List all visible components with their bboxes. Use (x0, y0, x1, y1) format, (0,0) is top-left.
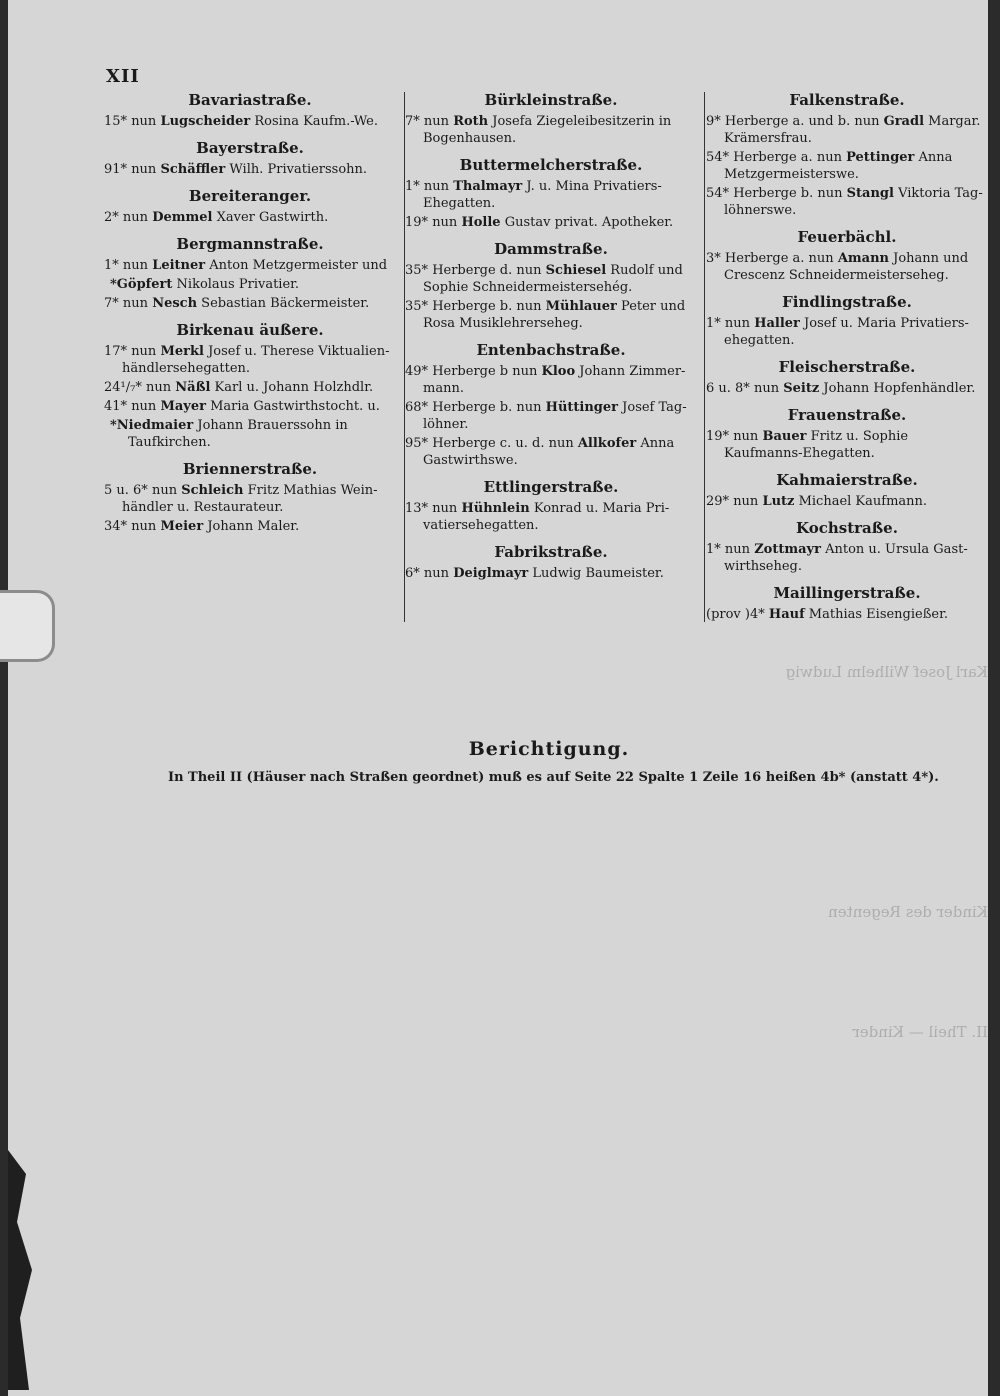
owner-details: Johann Hopfenhändler. (823, 381, 976, 396)
entry-prefix: Herberge b nun (432, 364, 538, 379)
house-number: 54* (706, 150, 730, 165)
address-entry (405, 565, 697, 582)
owner-details: Xaver Gastwirth. (216, 210, 329, 225)
owner-details: Johann Zimmer-mann. (423, 364, 686, 396)
column-3 (706, 92, 988, 625)
house-number: 1* (706, 316, 721, 331)
address-entry (706, 250, 988, 284)
street-heading: Bürkleinstraße. (484, 91, 618, 109)
entry-prefix: nun (131, 399, 157, 414)
owner-details: Anton Metzgermeister und (209, 258, 388, 273)
owner-name: *Göpfert (110, 277, 173, 292)
owner-details: Nikolaus Privatier. (176, 277, 300, 292)
owner-details: Mathias Eisengießer. (808, 607, 949, 622)
owner-details: Ludwig Baumeister. (532, 566, 664, 581)
owner-details: Wilh. Privatierssohn. (229, 162, 368, 177)
owner-name: Mayer (160, 399, 206, 414)
owner-details: Josef u. Therese Viktualien-händlersehegatten. (122, 344, 390, 376)
house-number: 91* (104, 162, 128, 177)
owner-name: Schäffler (160, 162, 226, 177)
entry-prefix: nun (122, 258, 149, 273)
address-entry (104, 209, 396, 226)
owner-name: Lugscheider (160, 114, 251, 129)
owner-details: Josef Tag-löhner. (423, 400, 687, 432)
owner-details: Rosina Kaufm.-We. (254, 114, 379, 129)
owner-name: Mühlauer (545, 299, 617, 314)
owner-details: Karl u. Johann Holzhdlr. (214, 380, 374, 395)
owner-name: Merkl (160, 344, 204, 359)
house-number: 19* (405, 215, 429, 230)
street-heading: Briennerstraße. (182, 460, 318, 478)
entry-prefix: nun (733, 494, 759, 509)
house-number: 9* (706, 114, 721, 129)
entry-prefix: nun (432, 215, 458, 230)
address-entry (706, 380, 988, 397)
house-number: 1* (104, 258, 119, 273)
correction-title: Berichtigung. (468, 738, 630, 760)
street-heading: Feuerbächl. (797, 228, 897, 246)
owner-name: Lutz (762, 494, 795, 509)
column-divider (704, 92, 705, 622)
address-entry (104, 161, 396, 178)
street-heading: Dammstraße. (494, 240, 608, 258)
street-heading: Fleischerstraße. (778, 358, 916, 376)
show-through-text: Kinder des Regenten (828, 903, 988, 921)
address-entry (104, 295, 396, 312)
owner-details: Sebastian Bäckermeister. (201, 296, 370, 311)
owner-details: Michael Kaufmann. (798, 494, 928, 509)
entry-prefix: nun (423, 566, 450, 581)
address-entry (104, 343, 396, 377)
address-entry (405, 113, 697, 147)
entry-prefix: Herberge b. nun (733, 186, 843, 201)
entry-prefix: nun (131, 162, 157, 177)
address-entry (706, 541, 988, 575)
show-through-text: Karl Josef Wilhelm Ludwig (785, 663, 988, 681)
house-number: 95* (405, 436, 429, 451)
owner-details: Anton u. Ursula Gast-wirthseheg. (724, 542, 968, 574)
house-number: (prov )4* (706, 607, 765, 622)
street-heading: Entenbachstraße. (476, 341, 626, 359)
house-number: 13* (405, 501, 429, 516)
owner-details: J. u. Mina Privatiers-Ehegatten. (423, 179, 662, 211)
entry-prefix: Herberge a. nun (733, 150, 842, 165)
owner-name: Allkofer (577, 436, 637, 451)
entry-prefix: nun (122, 210, 149, 225)
street-heading: Kahmaierstraße. (776, 471, 918, 489)
entry-prefix: nun (733, 429, 759, 444)
street-heading: Ettlingerstraße. (483, 478, 619, 496)
owner-name: Pettinger (846, 150, 915, 165)
house-number: 6* (405, 566, 420, 581)
address-entry (706, 149, 988, 183)
owner-name: Hüttinger (545, 400, 619, 415)
owner-details: Maria Gastwirthstocht. u. (210, 399, 380, 414)
owner-name: Demmel (152, 210, 213, 225)
show-through-text: II. Theil — Kinder (852, 1023, 988, 1041)
entry-prefix: Herberge a. nun (724, 251, 834, 266)
owner-details: Rudolf und Sophie Schneidermeistersehég. (423, 263, 683, 295)
street-heading: Bergmannstraße. (176, 235, 324, 253)
address-entry (104, 379, 396, 396)
entry-prefix: nun (423, 179, 450, 194)
correction-notice (104, 738, 994, 785)
address-entry (405, 214, 697, 231)
owner-name: Schiesel (545, 263, 607, 278)
owner-details: Johann Brauerssohn in Taufkirchen. (128, 418, 348, 450)
address-entry (706, 113, 988, 147)
street-heading: Bavariastraße. (188, 91, 312, 109)
entry-prefix: nun (753, 381, 780, 396)
address-entry (706, 315, 988, 349)
entry-prefix: nun (432, 501, 458, 516)
owner-details: Viktoria Tag-löhnerswe. (724, 186, 983, 218)
entry-prefix: nun (131, 344, 157, 359)
street-heading: Birkenau äußere. (176, 321, 324, 339)
address-entry (405, 435, 697, 469)
street-heading: Bayerstraße. (196, 139, 304, 157)
entry-prefix: Herberge d. nun (432, 263, 542, 278)
owner-name: Stangl (846, 186, 894, 201)
owner-details: Peter und Rosa Musiklehrerseheg. (423, 299, 686, 331)
document-page (8, 0, 988, 1396)
address-entry (405, 363, 697, 397)
owner-name: Schleich (181, 483, 244, 498)
owner-details: Johann und Crescenz Schneidermeisterseheg. (724, 251, 969, 283)
owner-name: Bauer (762, 429, 807, 444)
owner-name: *Niedmaier (110, 418, 194, 433)
house-number: 35* (405, 299, 429, 314)
owner-details: Josefa Ziegeleibesitzerin in Bogenhausen. (423, 114, 672, 146)
house-number: 7* (104, 296, 119, 311)
street-heading: Findlingstraße. (782, 293, 912, 311)
owner-details: Josef u. Maria Privatiers-ehegatten. (724, 316, 969, 348)
owner-details: Konrad u. Maria Pri-vatiersehegatten. (423, 501, 670, 533)
house-number: 41* (104, 399, 128, 414)
column-2 (405, 92, 697, 584)
correction-text: In Theil II (Häuser nach Straßen geordnet) muß es auf Seite 22 Spalte 1 Zeile 16 heißen 4b* (anstatt 4*). (168, 770, 939, 785)
owner-name: Roth (453, 114, 489, 129)
owner-name: Hühnlein (461, 501, 530, 516)
house-number: 24¹/₇* (104, 380, 142, 395)
owner-name: Thalmayr (453, 179, 523, 194)
address-entry (706, 185, 988, 219)
entry-prefix: Herberge b. nun (432, 400, 542, 415)
address-entry (405, 500, 697, 534)
owner-name: Leitner (152, 258, 206, 273)
house-number: 54* (706, 186, 730, 201)
street-heading: Falkenstraße. (789, 91, 905, 109)
entry-prefix: nun (122, 296, 149, 311)
owner-name: Haller (754, 316, 800, 331)
address-entry (104, 276, 396, 293)
owner-details: Johann Maler. (207, 519, 300, 534)
entry-prefix: Herberge a. und b. nun (724, 114, 880, 129)
owner-name: Seitz (783, 381, 820, 396)
house-number: 3* (706, 251, 721, 266)
entry-prefix: nun (423, 114, 450, 129)
address-entry (405, 178, 697, 212)
house-number: 2* (104, 210, 119, 225)
owner-name: Nesch (152, 296, 198, 311)
address-entry (104, 257, 396, 274)
owner-name: Deiglmayr (453, 566, 529, 581)
entry-prefix: nun (131, 114, 157, 129)
house-number: 6 u. 8* (706, 381, 750, 396)
owner-name: Meier (160, 519, 204, 534)
address-entry (104, 518, 396, 535)
column-1 (104, 92, 396, 537)
binder-clip (0, 590, 55, 662)
address-entry (706, 493, 988, 510)
page-number: XII (106, 66, 140, 87)
owner-name: Kloo (541, 364, 576, 379)
entry-prefix: nun (131, 519, 157, 534)
owner-name: Zottmayr (754, 542, 821, 557)
street-heading: Kochstraße. (796, 519, 898, 537)
street-heading: Buttermelcherstraße. (459, 156, 643, 174)
address-entry (104, 417, 396, 451)
house-number: 17* (104, 344, 128, 359)
owner-details: Gustav privat. Apotheker. (504, 215, 674, 230)
entry-prefix: nun (151, 483, 178, 498)
owner-details: Margar. Krämersfrau. (724, 114, 981, 146)
address-entry (405, 298, 697, 332)
owner-name: Holle (461, 215, 501, 230)
house-number: 29* (706, 494, 730, 509)
house-number: 7* (405, 114, 420, 129)
street-heading: Fabrikstraße. (494, 543, 608, 561)
owner-details: Anna Metzgermeisterswe. (724, 150, 953, 182)
house-number: 5 u. 6* (104, 483, 148, 498)
owner-name: Hauf (768, 607, 805, 622)
street-heading: Maillingerstraße. (773, 584, 921, 602)
owner-name: Näßl (175, 380, 211, 395)
address-entry (405, 262, 697, 296)
house-number: 68* (405, 400, 429, 415)
entry-prefix: Herberge b. nun (432, 299, 542, 314)
entry-prefix: nun (724, 542, 751, 557)
owner-name: Amann (837, 251, 889, 266)
address-entry (104, 113, 396, 130)
entry-prefix: Herberge c. u. d. nun (432, 436, 574, 451)
street-heading: Frauenstraße. (787, 406, 907, 424)
address-entry (706, 606, 988, 623)
house-number: 35* (405, 263, 429, 278)
street-heading: Bereiteranger. (188, 187, 312, 205)
address-entry (706, 428, 988, 462)
house-number: 15* (104, 114, 128, 129)
owner-details: Anna Gastwirthswe. (423, 436, 675, 468)
address-entry (104, 398, 396, 415)
house-number: 49* (405, 364, 429, 379)
entry-prefix: nun (724, 316, 751, 331)
owner-details: Fritz Mathias Wein-händler u. Restaurateur. (122, 483, 378, 515)
address-entry (405, 399, 697, 433)
house-number: 1* (706, 542, 721, 557)
address-entry (104, 482, 396, 516)
entry-prefix: nun (146, 380, 172, 395)
house-number: 1* (405, 179, 420, 194)
owner-details: Fritz u. Sophie Kaufmanns-Ehegatten. (724, 429, 909, 461)
house-number: 19* (706, 429, 730, 444)
house-number: 34* (104, 519, 128, 534)
owner-name: Gradl (883, 114, 925, 129)
